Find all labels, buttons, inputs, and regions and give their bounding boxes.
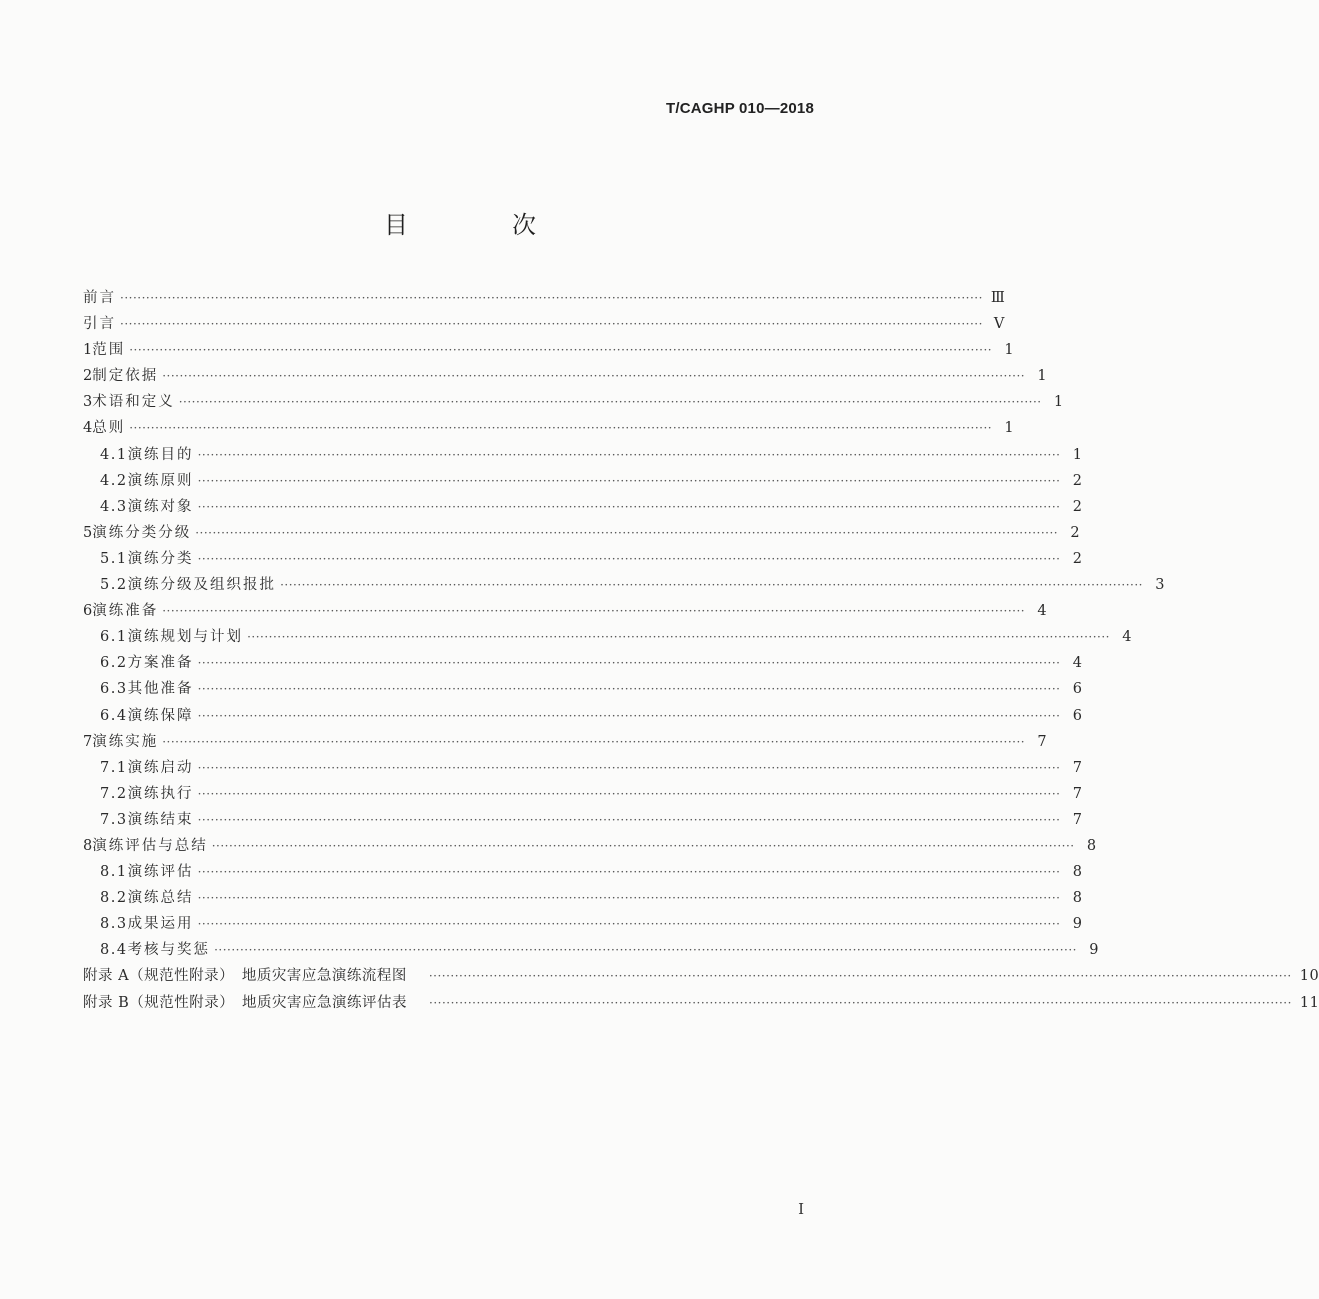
toc-entry-title: 方案准备 <box>127 655 194 672</box>
toc-entry-title: 总则 <box>92 420 126 437</box>
dot-leader: ········································································································································································································ <box>197 551 1061 566</box>
toc-entry[interactable] <box>83 337 1015 363</box>
toc-entry[interactable] <box>83 415 1015 441</box>
toc-entry-page: 7 <box>1072 759 1083 776</box>
dot-leader: ········································································································································································································ <box>120 291 983 305</box>
toc-entry-number: 7.1 <box>100 759 128 776</box>
toc-entry-page: 3 <box>1155 577 1165 594</box>
toc-entry-number: 5.2 <box>100 577 128 594</box>
toc-entry-number: 6.3 <box>100 681 128 698</box>
toc-entry[interactable] <box>83 755 1083 781</box>
toc-entry[interactable] <box>83 729 1048 755</box>
toc-entry-title: 演练原则 <box>127 472 194 489</box>
toc-entry[interactable] <box>83 807 1083 833</box>
toc-entry-title: 引言 <box>83 316 116 333</box>
dot-leader: ········································································································································································································ <box>197 682 1061 697</box>
toc-entry-page: 9 <box>1072 916 1083 933</box>
toc-entry-number: 6.1 <box>100 629 128 646</box>
toc-entry[interactable] <box>83 572 1165 598</box>
toc-entry-number: 3 <box>83 394 93 411</box>
dot-leader: ········································································································································································································ <box>129 343 993 358</box>
toc-entry-number: 8.3 <box>100 916 128 933</box>
toc-entry-page: 6 <box>1072 681 1083 698</box>
toc-entry-title: 演练对象 <box>127 498 194 515</box>
toc-entry[interactable] <box>83 911 1083 937</box>
toc-entry-title: 演练总结 <box>127 890 194 907</box>
dot-leader: ········································································································································································································ <box>247 630 1110 645</box>
toc-entry-page: 8 <box>1086 837 1097 854</box>
document-code: T/CAGHP 010—2018 <box>666 100 814 117</box>
dot-leader: ········································································································································································································ <box>197 760 1061 775</box>
dot-leader: ········································································································································································································ <box>214 943 1077 958</box>
toc-entry-title: 演练执行 <box>127 785 194 802</box>
toc-entry-page: 2 <box>1072 550 1083 567</box>
toc-entry-title: 演练评估 <box>127 864 194 881</box>
toc-entry-page: 7 <box>1037 733 1048 750</box>
page-title: 目 次 <box>384 211 576 239</box>
toc-entry-number: 4 <box>83 420 93 437</box>
toc-entry-title: 演练准备 <box>92 603 159 620</box>
toc-entry[interactable] <box>83 520 1081 546</box>
toc-entry[interactable] <box>83 494 1083 520</box>
toc-entry-page: 8 <box>1072 864 1083 881</box>
toc-entry-number: 8.2 <box>100 890 128 907</box>
toc-entry[interactable] <box>83 781 1083 807</box>
toc-entry-page: 2 <box>1072 472 1083 489</box>
dot-leader: ········································································································································································································ <box>197 656 1061 671</box>
dot-leader: ········································································································································································································ <box>429 995 1292 1010</box>
dot-leader: ········································································································································································································ <box>280 578 1143 593</box>
toc-entry-page: 4 <box>1122 629 1132 646</box>
toc-entry-page: 4 <box>1037 603 1048 620</box>
toc-entry[interactable] <box>83 598 1048 624</box>
toc-entry[interactable] <box>83 468 1083 494</box>
toc-entry-title: 演练目的 <box>127 446 194 463</box>
toc-entry-number: 2 <box>83 368 93 385</box>
toc-entry-page: 6 <box>1072 707 1083 724</box>
toc-entry-title: 考核与奖惩 <box>127 942 211 959</box>
toc-entry[interactable] <box>83 937 1099 963</box>
toc-entry-page: Ⅴ <box>993 316 1005 333</box>
page-number: Ⅰ <box>798 1200 804 1218</box>
toc-entry-number: 7.2 <box>100 785 128 802</box>
toc-entry[interactable] <box>83 546 1083 572</box>
toc-entry-number: 4.3 <box>100 498 128 515</box>
toc-entry-title: 演练分类分级 <box>92 524 192 541</box>
dot-leader: ········································································································································································································ <box>197 708 1061 723</box>
dot-leader: ········································································································································································································ <box>162 369 1026 384</box>
toc-entry[interactable] <box>83 363 1048 389</box>
dot-leader: ········································································································································································································ <box>197 917 1061 932</box>
toc-entry-title: 范围 <box>92 342 126 359</box>
toc-entry[interactable] <box>83 990 1319 1016</box>
toc-entry-page: 1 <box>1037 368 1048 385</box>
dot-leader: ········································································································································································································ <box>129 421 993 436</box>
toc-entry-number: 6.4 <box>100 707 128 724</box>
table-of-contents <box>83 285 1319 1016</box>
dot-leader: ········································································································································································································ <box>195 525 1059 540</box>
toc-entry[interactable] <box>83 624 1132 650</box>
toc-entry-number: 8.1 <box>100 864 128 881</box>
toc-entry[interactable] <box>83 833 1097 859</box>
toc-entry-page: Ⅲ <box>990 290 1006 306</box>
dot-leader: ········································································································································································································ <box>162 734 1026 749</box>
toc-entry-number: 1 <box>83 342 93 359</box>
toc-entry-page: 8 <box>1072 890 1083 907</box>
toc-entry-number: 4.1 <box>100 446 128 463</box>
toc-entry[interactable] <box>83 859 1083 885</box>
toc-entry-number: 8.4 <box>100 942 128 959</box>
toc-entry-number: 5.1 <box>100 550 128 567</box>
toc-entry[interactable] <box>83 885 1083 911</box>
toc-entry[interactable] <box>83 963 1319 989</box>
dot-leader: ········································································································································································································ <box>197 473 1061 488</box>
toc-entry[interactable] <box>83 389 1064 415</box>
toc-entry-title: 演练规划与计划 <box>127 629 244 646</box>
toc-entry-page: 9 <box>1089 942 1099 959</box>
toc-entry-title: 演练分类 <box>127 550 194 567</box>
dot-leader: ········································································································································································································ <box>120 317 983 332</box>
toc-entry-title: 制定依据 <box>92 368 159 385</box>
toc-entry-number: 6 <box>83 603 93 620</box>
dot-leader: ········································································································································································································ <box>197 891 1061 906</box>
toc-entry[interactable] <box>83 703 1083 729</box>
toc-entry[interactable] <box>83 442 1083 468</box>
toc-entry-page: 7 <box>1072 785 1083 802</box>
toc-entry-title: 演练分级及组织报批 <box>127 577 277 594</box>
toc-entry-title: 演练保障 <box>127 707 194 724</box>
toc-entry-title: 术语和定义 <box>92 394 175 411</box>
dot-leader: ········································································································································································································ <box>428 969 1292 984</box>
toc-entry-page: 1 <box>1053 394 1064 411</box>
toc-entry-page: 2 <box>1072 498 1083 515</box>
dot-leader: ········································································································································································································ <box>197 865 1061 880</box>
toc-entry-page: 10 <box>1299 968 1319 985</box>
toc-entry-number: 7 <box>83 733 93 750</box>
toc-entry-title: 附录 A（规范性附录） 地质灾害应急演练流程图 <box>83 968 407 985</box>
toc-entry-title: 附录 B（规范性附录） 地质灾害应急演练评估表 <box>83 994 408 1011</box>
dot-leader: ········································································································································································································ <box>197 812 1061 827</box>
dot-leader: ········································································································································································································ <box>197 447 1061 462</box>
toc-entry-page: 1 <box>1004 342 1015 359</box>
toc-entry-title: 演练启动 <box>127 759 194 776</box>
toc-entry-page: 2 <box>1070 524 1081 541</box>
toc-entry[interactable] <box>83 285 1006 311</box>
toc-entry-page: 1 <box>1004 420 1015 437</box>
dot-leader: ········································································································································································································ <box>211 838 1075 853</box>
dot-leader: ········································································································································································································ <box>178 395 1042 410</box>
toc-entry-number: 5 <box>83 524 93 541</box>
toc-entry-page: 1 <box>1072 446 1083 463</box>
toc-entry-number: 8 <box>83 837 93 854</box>
toc-entry-number: 4.2 <box>100 472 128 489</box>
toc-entry-title: 演练实施 <box>92 733 159 750</box>
dot-leader: ········································································································································································································ <box>197 786 1061 801</box>
dot-leader: ········································································································································································································ <box>162 604 1026 619</box>
toc-entry-title: 其他准备 <box>127 681 194 698</box>
dot-leader: ········································································································································································································ <box>197 499 1061 514</box>
toc-entry-number: 7.3 <box>100 811 128 828</box>
toc-entry-page: 4 <box>1072 655 1083 672</box>
toc-entry[interactable] <box>83 650 1083 676</box>
toc-entry-title: 演练结束 <box>127 811 194 828</box>
toc-entry-title: 演练评估与总结 <box>92 837 208 854</box>
toc-entry-title: 前言 <box>83 290 116 306</box>
toc-entry-page: 7 <box>1072 811 1083 828</box>
toc-entry-number: 6.2 <box>100 655 128 672</box>
toc-entry-title: 成果运用 <box>127 916 194 933</box>
toc-entry-page: 11 <box>1299 994 1319 1011</box>
toc-entry[interactable] <box>83 676 1083 702</box>
toc-entry[interactable] <box>83 311 1005 337</box>
